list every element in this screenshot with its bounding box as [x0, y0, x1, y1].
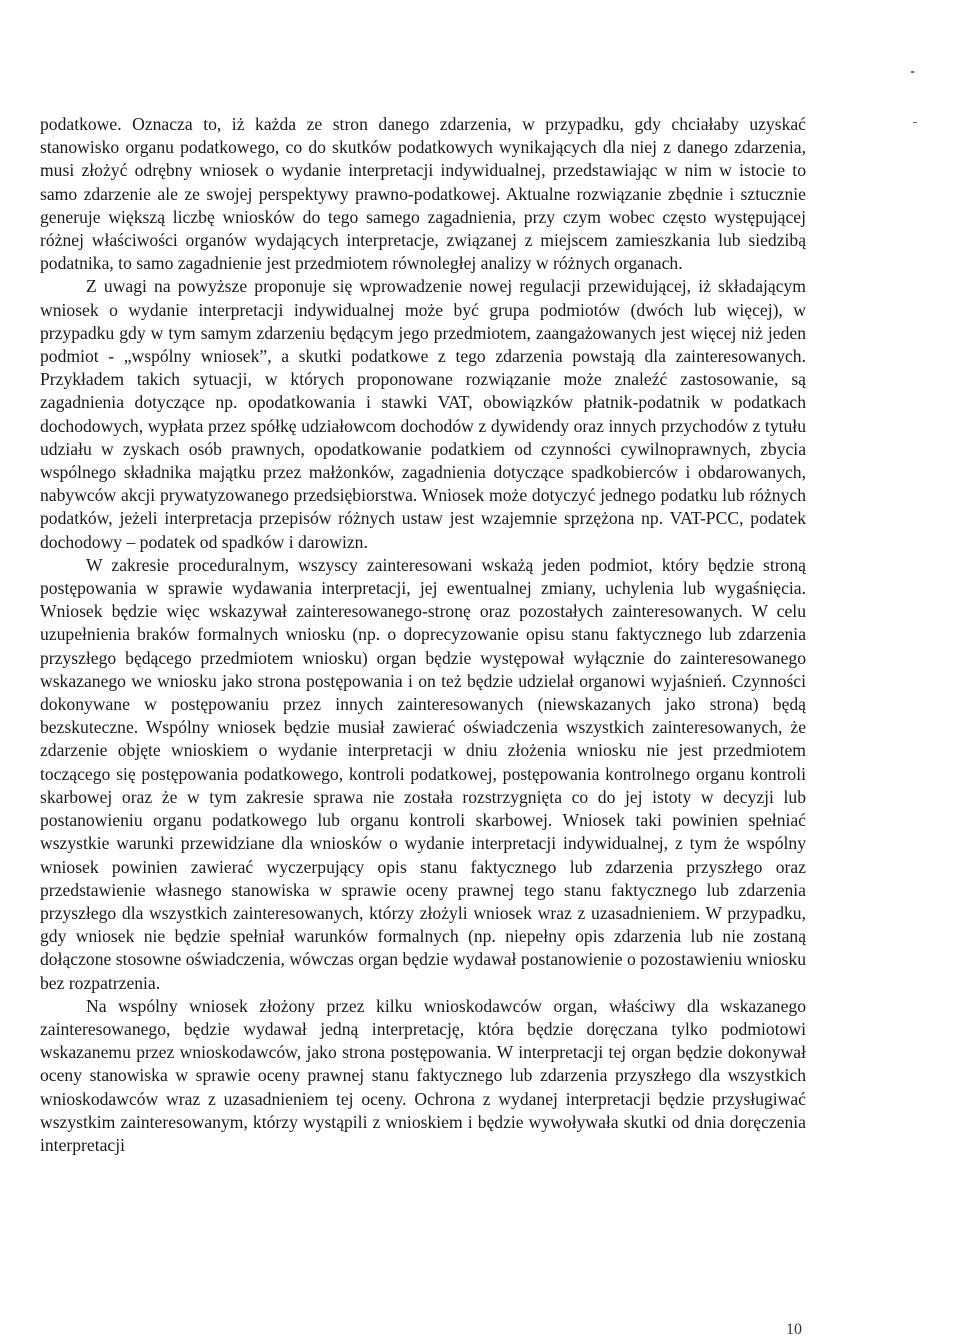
- document-page: [40, 113, 806, 1157]
- paragraph: Na wspólny wniosek złożony przez kilku wnioskodawców organ, właściwy dla wskazanego zainteresowanego, będzie wydawał jedną interpretację, która będzie doręczana tylko podmiotowi wskazanemu przez wnioskodawców, jako strona postępowania. W interpretacji tej organ będzie dokonywał oceny stanowiska w sprawie oceny prawnej stanu faktycznego lub zdarzenia przyszłego dla wszystkich wnioskodawców wraz z uzasadnieniem tej oceny. Ochrona z wydanej interpretacji będzie przysługiwać wszystkim zainteresowanym, którzy wystąpili z wnioskiem i będzie wywoływała skutki od dnia doręczenia interpretacji: [40, 995, 806, 1155]
- paragraph: podatkowe. Oznacza to, iż każda ze stron danego zdarzenia, w przypadku, gdy chciałaby uzyskać stanowisko organu podatkowego, co do skutków podatkowych wynikających dla niej z danego zdarzenia, musi złożyć odrębny wniosek o wydanie interpretacji indywidualnej, przedstawiając w nim w istocie to samo zdarzenie ale ze swojej perspektywy prawno-podatkowej. Aktualne rozwiązanie zbędnie i sztucznie generuje większą liczbę wniosków do tego samego zagadnienia, przy czym wobec często występującej różnej właściwości organów wydających interpretacje, związanej z miejscem zamieszkania lub siedzibą podatnika, to samo zagadnienie jest przedmiotem równoległej analizy w różnych organach.: [40, 114, 806, 274]
- page-number: 10: [786, 1321, 802, 1338]
- paragraph: Z uwagi na powyższe proponuje się wprowadzenie nowej regulacji przewidującej, iż składającym wniosek o wydanie interpretacji indywidualnej może być grupa podmiotów (dwóch lub więcej), w przypadku gdy w tym samym zdarzeniu będącym jego przedmiotem, zaangażowanych jest więcej niż jeden podmiot - „wspólny wniosek”, a skutki podatkowe z tego zdarzenia powstają dla zainteresowanych. Przykładem takich sytuacji, w których proponowane rozwiązanie może znaleźć zastosowanie, są zagadnienia dotyczące np. opodatkowania i stawki VAT, obowiązków płatnik-podatnik w podatkach dochodowych, wypłata przez spółkę udziałowcom dochodów z dywidendy oraz innych przychodów z tytułu udziału w zyskach osób prawnych, opodatkowanie podatkiem od czynności cywilnoprawnych, zbycia wspólnego składnika majątku przez małżonków, zagadnienia dotyczące spadkobierców i obdarowanych, nabywców akcji prywatyzowanego przedsiębiorstwa. Wniosek może dotyczyć jednego podatku lub różnych podatków, jeżeli interpretacja przepisów różnych ustaw jest wzajemnie sprzężona np. VAT-PCC, podatek dochodowy – podatek od spadków i darowizn.: [40, 276, 806, 552]
- scan-mark: [913, 122, 917, 123]
- paragraph: W zakresie proceduralnym, wszyscy zainteresowani wskażą jeden podmiot, który będzie stroną postępowania w sprawie wydawania interpretacji, jej ewentualnej zmiany, uchylenia lub wygaśnięcia. Wniosek będzie więc wskazywał zainteresowanego-stronę oraz pozostałych zainteresowanych. W celu uzupełnienia braków formalnych wniosku (np. o doprecyzowanie opisu stanu faktycznego lub zdarzenia przyszłego będącego przedmiotem wniosku) organ będzie występował wyłącznie do zainteresowanego wskazanego we wniosku jako strona postępowania i on też będzie udzielał organowi wyjaśnień. Czynności dokonywane w postępowaniu przez innych zainteresowanych (niewskazanych jako strona) będą bezskuteczne. Wspólny wniosek będzie musiał zawierać oświadczenia wszystkich zainteresowanych, że zdarzenie objęte wnioskiem o wydanie interpretacji w dniu złożenia wniosku nie jest przedmiotem toczącego się postępowania podatkowego, kontroli podatkowej, postępowania kontrolnego organu kontroli skarbowej oraz że w tym zakresie sprawa nie została rozstrzygnięta co do jej istoty w decyzji lub postanowieniu organu podatkowego lub organu kontroli skarbowej. Wniosek taki powinien spełniać wszystkie warunki przewidziane dla wniosków o wydanie interpretacji indywidualnej, z tym że wspólny wniosek powinien zawierać wyczerpujący opis stanu faktycznego lub zdarzenia przyszłego oraz przedstawienie własnego stanowiska w sprawie oceny prawnej tego stanu faktycznego lub zdarzenia przyszłego dla wszystkich zainteresowanych, którzy złożyli wniosek wraz z uzasadnieniem. W przypadku, gdy wniosek nie będzie spełniał warunków formalnych (np. niepełny opis zdarzenia lub nie zostaną dołączone stosowne oświadczenia, wówczas organ będzie wydawał postanowienie o pozostawieniu wniosku bez rozpatrzenia.: [40, 554, 806, 993]
- scan-mark: [911, 71, 914, 73]
